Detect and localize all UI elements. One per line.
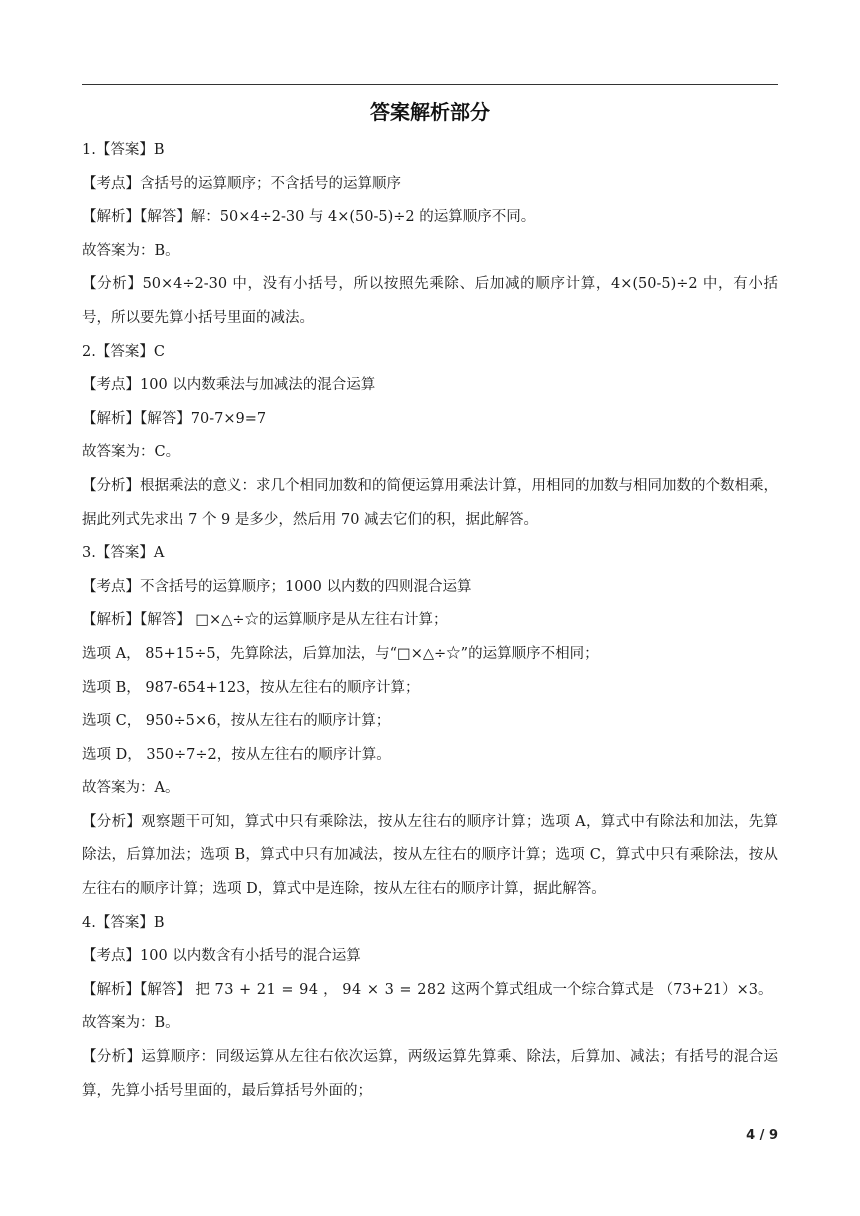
q4-separator: ， (318, 981, 343, 998)
q2-answer: 2.【答案】C (82, 343, 165, 360)
q1-analysis: 【解析】【解答】解：50×4÷2-30 与 4×(50-5)÷2 的运算顺序不同。 (82, 209, 536, 226)
q4-point: 【考点】100 以内数含有小括号的混合运算 (82, 948, 361, 965)
q1-point: 【考点】含括号的运算顺序；不含括号的运算顺序 (82, 175, 401, 192)
q2-analysis: 【解析】【解答】70-7×9=7 (82, 410, 267, 427)
q4-analysis-suffix: 这两个算式组成一个综合算式是 （73+21）×3。 (446, 981, 773, 998)
answer-content (82, 134, 778, 1108)
q3-note: 【分析】观察题干可知，算式中只有乘除法，按从左往右的顺序计算；选项 A，算式中有除法和加法，先算除法，后算加法；选项 B，算式中只有加减法，按从左往右的顺序计算；选项 C，算式中只有乘除法，按从左往右的顺序计算；选项 D，算式中是连除，按从左往右的顺序计算，据此解答。 (82, 813, 778, 898)
q3-analysis: 【解析】【解答】 □×△÷☆的运算顺序是从左往右计算； (82, 612, 448, 629)
q2-note: 【分析】根据乘法的意义：求几个相同加数和的简便运算用乘法计算，用相同的加数与相同加数的个数相乘，据此列式先求出 7 个 9 是多少，然后用 70 减去它们的积，据此解答。 (82, 477, 778, 528)
q3-point: 【考点】不含括号的运算顺序；1000 以内数的四则混合运算 (82, 578, 472, 595)
header-rule (82, 84, 778, 85)
q3-answer: 3.【答案】A (82, 545, 165, 562)
q1-conclusion: 故答案为：B。 (82, 242, 180, 259)
q4-equation-2: 94 × 3 = 282 (342, 981, 447, 998)
q4-analysis-prefix: 【解析】【解答】 把 (82, 981, 215, 998)
q4-equation-1: 73 + 21 = 94 (214, 981, 319, 998)
q1-note: 【分析】50×4÷2-30 中，没有小括号，所以按照先乘除、后加减的顺序计算，4×(50-5)÷2 中，有小括号，所以要先算小括号里面的减法。 (82, 276, 778, 326)
q4-analysis (82, 974, 778, 1008)
q4-answer: 4.【答案】B (82, 914, 165, 931)
q4-note: 【分析】运算顺序：同级运算从左往右依次运算，两级运算先算乘、除法，后算加、减法；有括号的混合运算，先算小括号里面的，最后算括号外面的； (82, 1049, 778, 1099)
page-number: 4 / 9 (746, 1128, 778, 1143)
q3-option-a: 选项 A， 85+15÷5，先算除法，后算加法，与“□×△÷☆”的运算顺序不相同； (82, 645, 599, 662)
q3-conclusion: 故答案为：A。 (82, 780, 180, 797)
q4-conclusion: 故答案为：B。 (82, 1015, 180, 1032)
q2-conclusion: 故答案为：C。 (82, 444, 181, 461)
page-title: 答案解析部分 (370, 100, 490, 124)
q3-option-c: 选项 C， 950÷5×6，按从左往右的顺序计算； (82, 713, 391, 730)
q3-option-b: 选项 B， 987-654+123，按从左往右的顺序计算； (82, 679, 420, 696)
q3-option-d: 选项 D， 350÷7÷2，按从左往右的顺序计算。 (82, 746, 391, 763)
q1-answer: 1.【答案】B (82, 142, 165, 158)
q2-point: 【考点】100 以内数乘法与加减法的混合运算 (82, 377, 376, 394)
